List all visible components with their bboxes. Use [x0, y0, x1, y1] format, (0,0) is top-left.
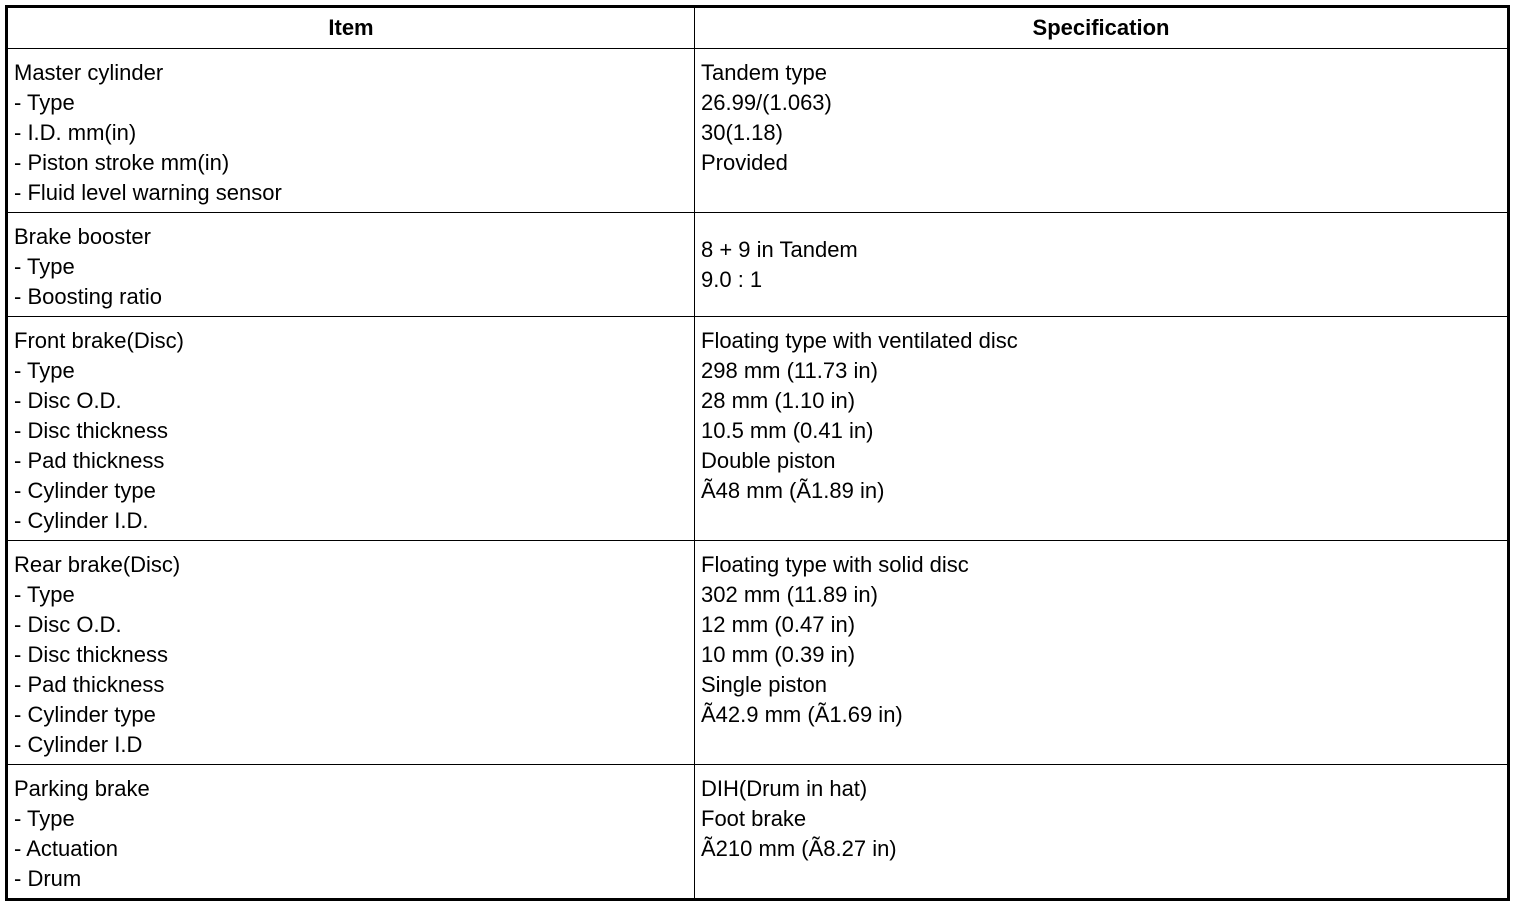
spec-line: 12 mm (0.47 in) [701, 612, 856, 637]
spec-line: Ã42.9 mm (Ã1.69 in) [701, 702, 903, 727]
table-header-row [7, 7, 1509, 49]
item-line: - Pad thickness [14, 672, 165, 697]
item-line: - Cylinder type [14, 478, 156, 503]
item-line: - Cylinder type [14, 702, 156, 727]
brake-specification-table [5, 5, 1510, 901]
table-row [7, 49, 1509, 213]
item-line: Master cylinder [14, 60, 164, 85]
spec-cell [695, 765, 1509, 900]
item-line: - Pad thickness [14, 448, 165, 473]
item-line: Front brake(Disc) [14, 328, 184, 353]
table-row [7, 213, 1509, 317]
column-header-specification: Specification [695, 7, 1509, 49]
item-line: - Type [14, 90, 75, 115]
spec-line: DIH(Drum in hat) [701, 776, 868, 801]
spec-line: 298 mm (11.73 in) [701, 358, 878, 383]
spec-line: 9.0 : 1 [701, 266, 763, 292]
spec-line: Foot brake [701, 806, 807, 831]
spec-line: 28 mm (1.10 in) [701, 388, 856, 413]
spec-line: 30(1.18) [701, 120, 783, 145]
item-line: - I.D. mm(in) [14, 120, 137, 145]
column-header-item: Item [7, 7, 695, 49]
item-line: - Type [14, 358, 75, 383]
item-line: Parking brake [14, 776, 150, 801]
item-line: Brake booster [14, 224, 151, 249]
spec-cell [695, 213, 1509, 317]
item-line: - Type [14, 254, 75, 279]
item-line: - Type [14, 806, 75, 831]
item-cell [7, 541, 695, 765]
item-cell [7, 213, 695, 317]
item-line: - Piston stroke mm(in) [14, 150, 230, 175]
item-cell [7, 49, 695, 213]
table-row [7, 541, 1509, 765]
item-line: - Fluid level warning sensor [14, 180, 282, 205]
spec-line: Floating type with ventilated disc [701, 328, 1018, 353]
spec-line: 302 mm (11.89 in) [701, 582, 878, 607]
spec-cell [695, 49, 1509, 213]
spec-line: 8 + 9 in Tandem [701, 236, 858, 262]
spec-line: Floating type with solid disc [701, 552, 969, 577]
spec-line: Ã48 mm (Ã1.89 in) [701, 478, 885, 503]
spec-line: Ã210 mm (Ã8.27 in) [701, 836, 897, 861]
item-line: - Disc thickness [14, 418, 169, 443]
item-line: - Cylinder I.D. [14, 508, 149, 533]
item-line: Rear brake(Disc) [14, 552, 181, 577]
spec-line: Tandem type [701, 60, 827, 85]
spec-line: Provided [701, 150, 788, 175]
table-row [7, 765, 1509, 900]
spec-cell [695, 317, 1509, 541]
item-line: - Disc thickness [14, 642, 169, 667]
item-line: - Type [14, 582, 75, 607]
item-line: - Drum [14, 866, 82, 891]
spec-cell [695, 541, 1509, 765]
spec-line: 10.5 mm (0.41 in) [701, 418, 874, 443]
item-line: - Actuation [14, 836, 118, 861]
item-cell [7, 765, 695, 900]
spec-line: 10 mm (0.39 in) [701, 642, 856, 667]
item-line: - Cylinder I.D [14, 732, 143, 757]
spec-line: 26.99/(1.063) [701, 90, 832, 115]
item-line: - Disc O.D. [14, 388, 122, 413]
spec-line: Double piston [701, 448, 836, 473]
table-row [7, 317, 1509, 541]
item-line: - Boosting ratio [14, 284, 162, 309]
item-cell [7, 317, 695, 541]
item-line: - Disc O.D. [14, 612, 122, 637]
spec-line: Single piston [701, 672, 827, 697]
